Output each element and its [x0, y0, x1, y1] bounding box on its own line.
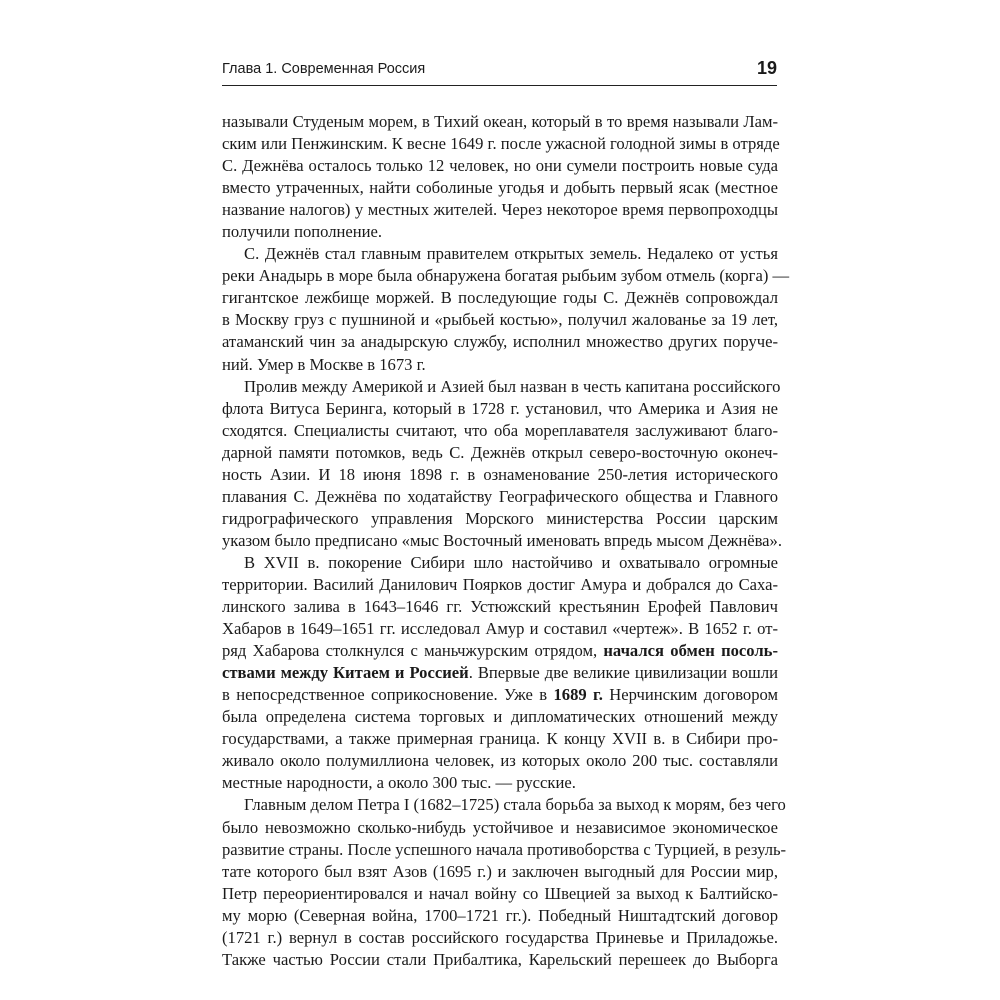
text-line: Также частью России стали Прибалтика, Карельский перешеек до Выборга: [222, 949, 778, 969]
paragraph-2: [222, 243, 790, 375]
text-line: [222, 684, 778, 706]
text-line: линского залива в 1643–1646 гг. Устюжский крестьянин Ерофей Павлович: [222, 597, 778, 617]
text-line: называли Студеным морем, в Тихий океан, который в то время называли Лам-: [222, 112, 778, 131]
text-line: местные народности, а около 300 тыс. — русские.: [222, 773, 576, 793]
text-line: С. Дежнёв стал главным правителем открытых земель. Недалеко от устья: [244, 244, 778, 264]
text-run: в непосредственное соприкосновение. Уже в: [222, 685, 554, 705]
text-line: флота Витуса Беринга, который в 1728 г. установил, что Америка и Азия не: [222, 398, 778, 418]
text-line: плавания С. Дежнёва по ходатайству Географического общества и Главного: [222, 486, 778, 506]
text-run: Нерчинским договором: [602, 685, 779, 705]
text-line: ность Азии. И 18 июня 1898 г. в ознаменование 250-летия исторического: [222, 464, 778, 484]
text-line: реки Анадырь в море была обнаружена богатая рыбьим зубом отмель (корга) —: [222, 266, 790, 286]
text-line: (1721 г.) вернул в состав российского государства Приневье и Приладожье.: [222, 927, 778, 947]
text-line: му морю (Северная война, 1700–1721 гг.). Победный Ништадтский договор: [222, 905, 778, 925]
text-line: атаманский чин за анадырскую службу, исполнил множество других поруче-: [222, 332, 778, 352]
text-run: ряд Хабарова столкнулся с маньчжурским отрядом,: [222, 641, 604, 661]
text-line: гидрографического управления Морского министерства России царским: [222, 508, 778, 528]
paragraph-5: [222, 794, 787, 970]
text-line: было невозможно сколько-нибудь устойчивое и независимое экономическое: [222, 817, 778, 837]
text-line: ний. Умер в Москве в 1673 г.: [222, 354, 426, 374]
text-run: . Впервые две великие цивилизации вошли: [468, 663, 778, 683]
text-line: живало около полумиллиона человек, из которых около 200 тыс. составляли: [222, 751, 778, 771]
text-line: в Москву груз с пушниной и «рыбьей костью», получил жалованье за 19 лет,: [222, 310, 778, 330]
text-line: территории. Василий Данилович Поярков достиг Амура и добрался до Саха-: [222, 574, 778, 594]
text-line: Петр переориентировался и начал войну со Швецией за выход к Балтийско-: [222, 883, 778, 903]
text-line: Главным делом Петра I (1682–1725) стала борьба за выход к морям, без чего: [244, 795, 786, 815]
body-text: [222, 111, 790, 971]
paragraph-1: [222, 111, 778, 243]
chapter-title: Глава 1. Современная Россия: [222, 61, 426, 77]
page-number: 19: [756, 58, 777, 78]
text-line: Хабаров в 1649–1651 гг. исследовал Амур и составил «чертеж». В 1652 г. от-: [222, 619, 778, 639]
running-head: [222, 58, 777, 84]
text-line: вместо утраченных, найти соболиные угодья и добыть первый ясак (местное: [222, 178, 778, 198]
bold-text: ствами между Китаем и Россией: [222, 663, 469, 683]
text-line: название налогов) у местных жителей. Через некоторое время первопроходцы: [222, 200, 778, 220]
text-line: ским или Пенжинским. К весне 1649 г. после ужасной голодной зимы в отряде: [222, 134, 780, 154]
text-line: Пролив между Америкой и Азией был назван в честь капитана российского: [244, 376, 781, 396]
text-line: В XVII в. покорение Сибири шло настойчиво и охватывало огромные: [244, 552, 778, 572]
text-line: тате которого был взят Азов (1695 г.) и заключен выгодный для России мир,: [222, 861, 778, 881]
bold-text: 1689 г.: [553, 685, 603, 705]
header-rule: [222, 85, 777, 86]
text-line: была определена система торговых и дипломатических отношений между: [222, 707, 778, 727]
text-line: гигантское лежбище моржей. В последующие годы С. Дежнёв сопровождал: [222, 288, 778, 308]
text-line: С. Дежнёва осталось только 12 человек, но они сумели построить новые суда: [222, 156, 778, 176]
bold-text: начался обмен посоль-: [603, 641, 778, 661]
text-line: [222, 640, 778, 662]
text-line: развитие страны. После успешного начала противоборства с Турцией, в резуль-: [222, 839, 787, 859]
text-line: указом было предписано «мыс Восточный именовать впредь мысом Дежнёва».: [222, 530, 782, 550]
paragraph-3: [222, 376, 782, 552]
text-line: получили пополнение.: [222, 222, 383, 242]
text-line: государствами, а также примерная граница. К концу XVII в. в Сибири про-: [222, 729, 778, 749]
text-line: дарной памяти потомков, ведь С. Дежнёв открыл северо-восточную оконеч-: [222, 442, 778, 462]
paragraph-4: [222, 552, 778, 795]
text-line: сходятся. Специалисты считают, что оба мореплавателя заслуживают благо-: [222, 420, 778, 440]
text-line: [222, 662, 778, 684]
